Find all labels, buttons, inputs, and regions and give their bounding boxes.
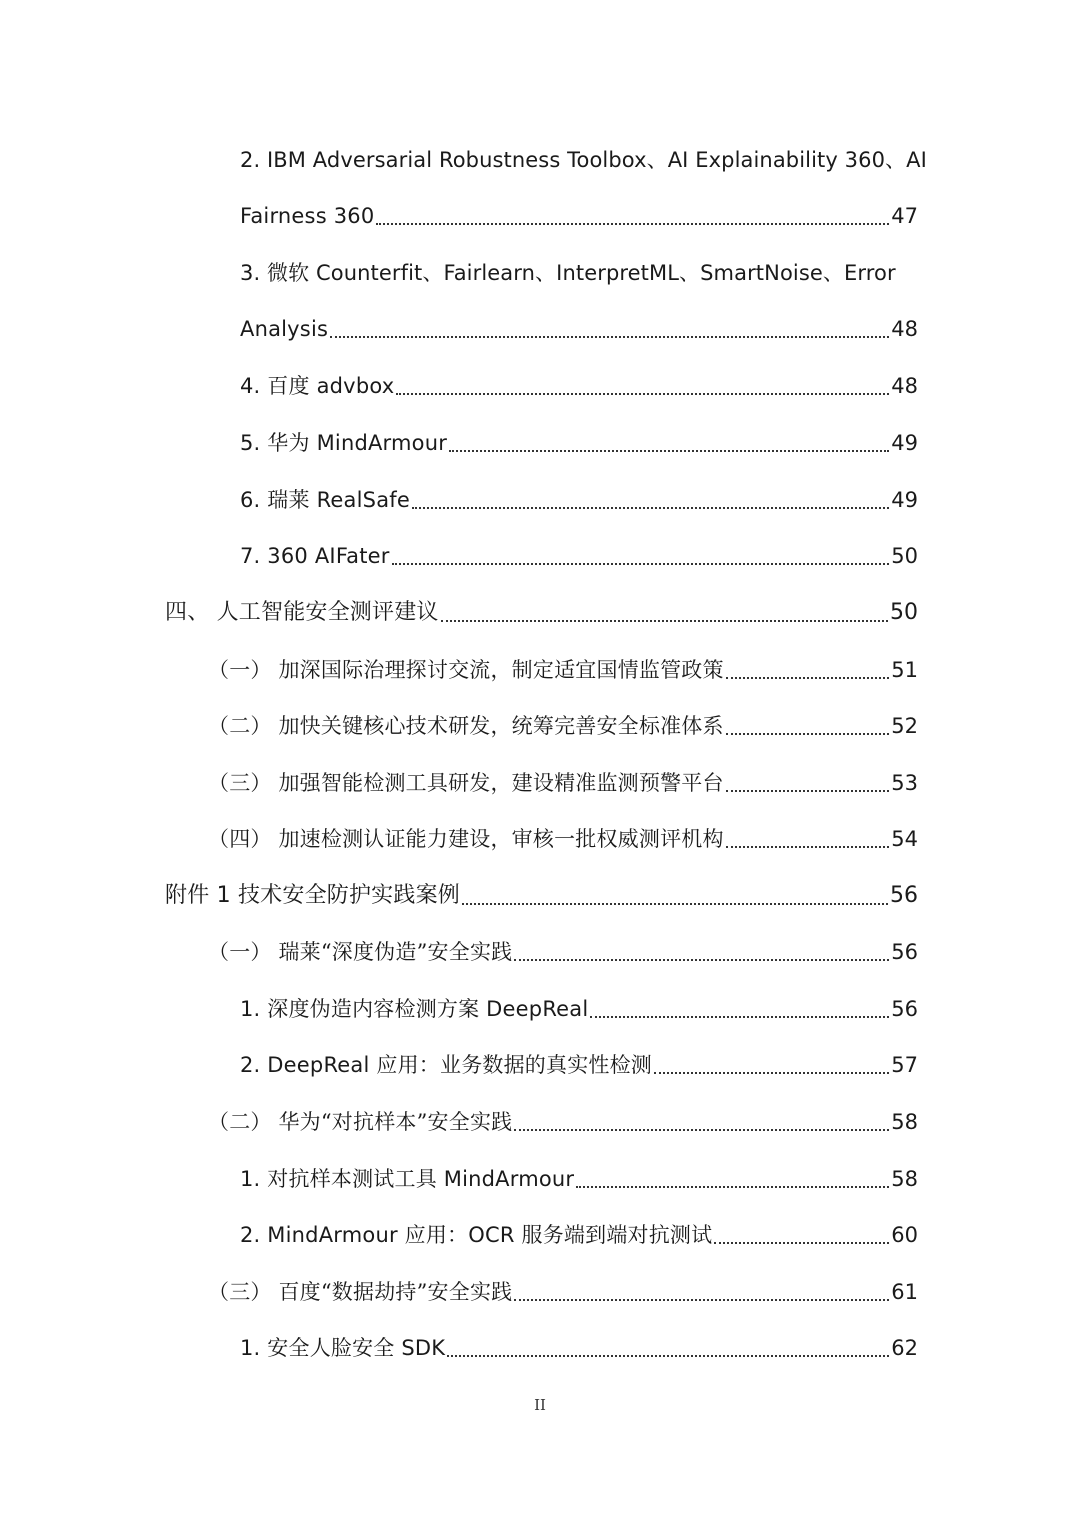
toc-entry-baidu-advbox[interactable]: [240, 366, 918, 406]
toc-page-number: 56: [891, 997, 918, 1021]
toc-entry-title: 2. DeepReal 应用：业务数据的真实性检测: [240, 1053, 652, 1077]
toc-page-number: 49: [891, 488, 918, 512]
toc-entry-title: 1. 安全人脸安全 SDK: [240, 1336, 446, 1360]
toc-entry-title: （三） 百度“数据劫持”安全实践: [208, 1280, 513, 1304]
toc-entry-ibm-line1[interactable]: [240, 140, 927, 180]
toc-page-number: 61: [891, 1280, 918, 1304]
toc-page-number: 57: [891, 1053, 918, 1077]
toc-entry-realsafe[interactable]: [240, 480, 918, 520]
toc-page-number: 58: [891, 1110, 918, 1134]
toc-entry-mindarmour-application[interactable]: [240, 1215, 918, 1255]
toc-entry-title: （一） 加深国际治理探讨交流，制定适宜国情监管政策: [208, 658, 724, 682]
toc-entry-deepreal-application[interactable]: [240, 1045, 918, 1085]
dot-leader: [514, 959, 889, 961]
toc-entry-title: 2. MindArmour 应用：OCR 服务端到端对抗测试: [240, 1223, 713, 1247]
toc-entry-title: 2. IBM Adversarial Robustness Toolbox、AI Explainability 360、AI: [240, 148, 927, 172]
toc-entry-title: Fairness 360: [240, 204, 375, 228]
toc-entry-deepreal-detection[interactable]: [240, 989, 918, 1029]
toc-entry-mindarmour-tool[interactable]: [240, 1159, 918, 1199]
toc-entry-section-4-2[interactable]: [208, 706, 918, 746]
dot-leader: [714, 1242, 889, 1244]
dot-leader: [376, 223, 889, 225]
dot-leader: [462, 903, 888, 905]
toc-entry-appendix-1-2[interactable]: [208, 1102, 918, 1142]
toc-entry-360-aifater[interactable]: [240, 536, 918, 576]
toc-entry-section-4-1[interactable]: [208, 650, 918, 690]
toc-page-number: 54: [891, 827, 918, 851]
dot-leader: [726, 677, 890, 679]
dot-leader: [514, 1299, 889, 1301]
toc-page-number: 50: [891, 544, 918, 568]
dot-leader: [726, 790, 890, 792]
toc-page-number: 49: [891, 431, 918, 455]
dot-leader: [447, 1355, 889, 1357]
toc-entry-title: Analysis: [240, 317, 329, 341]
dot-leader: [392, 563, 890, 565]
toc-page-number: 48: [891, 317, 918, 341]
dot-leader: [576, 1186, 889, 1188]
dot-leader: [654, 1072, 889, 1074]
toc-entry-title: 1. 深度伪造内容检测方案 DeepReal: [240, 997, 589, 1021]
toc-entry-title: （二） 华为“对抗样本”安全实践: [208, 1110, 513, 1134]
dot-leader: [726, 733, 890, 735]
toc-page-number: 52: [891, 714, 918, 738]
toc-page-number: 47: [891, 204, 918, 228]
toc-page-number: 56: [890, 883, 918, 908]
toc-page-number: 50: [890, 600, 918, 625]
toc-entry-huawei-mindarmour[interactable]: [240, 423, 918, 463]
toc-entry-appendix-1-3[interactable]: [208, 1272, 918, 1312]
toc-entry-section-4-4[interactable]: [208, 819, 918, 859]
toc-entry-title: 5. 华为 MindArmour: [240, 431, 448, 455]
toc-page-number: 53: [891, 771, 918, 795]
toc-entry-face-sdk[interactable]: [240, 1328, 918, 1368]
dot-leader: [330, 336, 889, 338]
toc-entry-title: （二） 加快关键核心技术研发，统筹完善安全标准体系: [208, 714, 724, 738]
toc-entry-title: 4. 百度 advbox: [240, 374, 395, 398]
toc-page-number: 58: [891, 1167, 918, 1191]
toc-page-number: 56: [891, 940, 918, 964]
dot-leader: [441, 620, 888, 622]
toc-entry-microsoft-line1[interactable]: [240, 253, 920, 293]
toc-page-number: 60: [891, 1223, 918, 1247]
toc-entry-title: 7. 360 AIFater: [240, 544, 390, 568]
toc-entry-appendix-1-1[interactable]: [208, 932, 918, 972]
toc-entry-title: 四、 人工智能安全测评建议: [165, 600, 439, 625]
toc-entry-title: 附件 1 技术安全防护实践案例: [165, 883, 460, 908]
toc-page-number: 51: [891, 658, 918, 682]
dot-leader: [412, 507, 889, 509]
dot-leader: [396, 393, 889, 395]
toc-entry-chapter-4[interactable]: [165, 593, 918, 633]
toc-entry-title: （三） 加强智能检测工具研发，建设精准监测预警平台: [208, 771, 724, 795]
dot-leader: [726, 846, 890, 848]
toc-entry-title: 1. 对抗样本测试工具 MindArmour: [240, 1167, 575, 1191]
dot-leader: [590, 1016, 889, 1018]
toc-entry-title: （一） 瑞莱“深度伪造”安全实践: [208, 940, 513, 964]
toc-entry-ibm-line2[interactable]: [240, 196, 918, 236]
toc-entry-title: （四） 加速检测认证能力建设，审核一批权威测评机构: [208, 827, 724, 851]
toc-page-number: 48: [891, 374, 918, 398]
toc-entry-title: 6. 瑞莱 RealSafe: [240, 488, 410, 512]
toc-entry-microsoft-line2[interactable]: [240, 309, 918, 349]
toc-entry-title: 3. 微软 Counterfit、Fairlearn、InterpretML、SmartNoise、Error: [240, 261, 896, 285]
toc-entry-section-4-3[interactable]: [208, 763, 918, 803]
toc-page-number: 62: [891, 1336, 918, 1360]
dot-leader: [514, 1129, 889, 1131]
page-number-footer: II: [534, 1396, 546, 1414]
dot-leader: [449, 450, 889, 452]
toc-entry-appendix-1[interactable]: [165, 876, 918, 916]
